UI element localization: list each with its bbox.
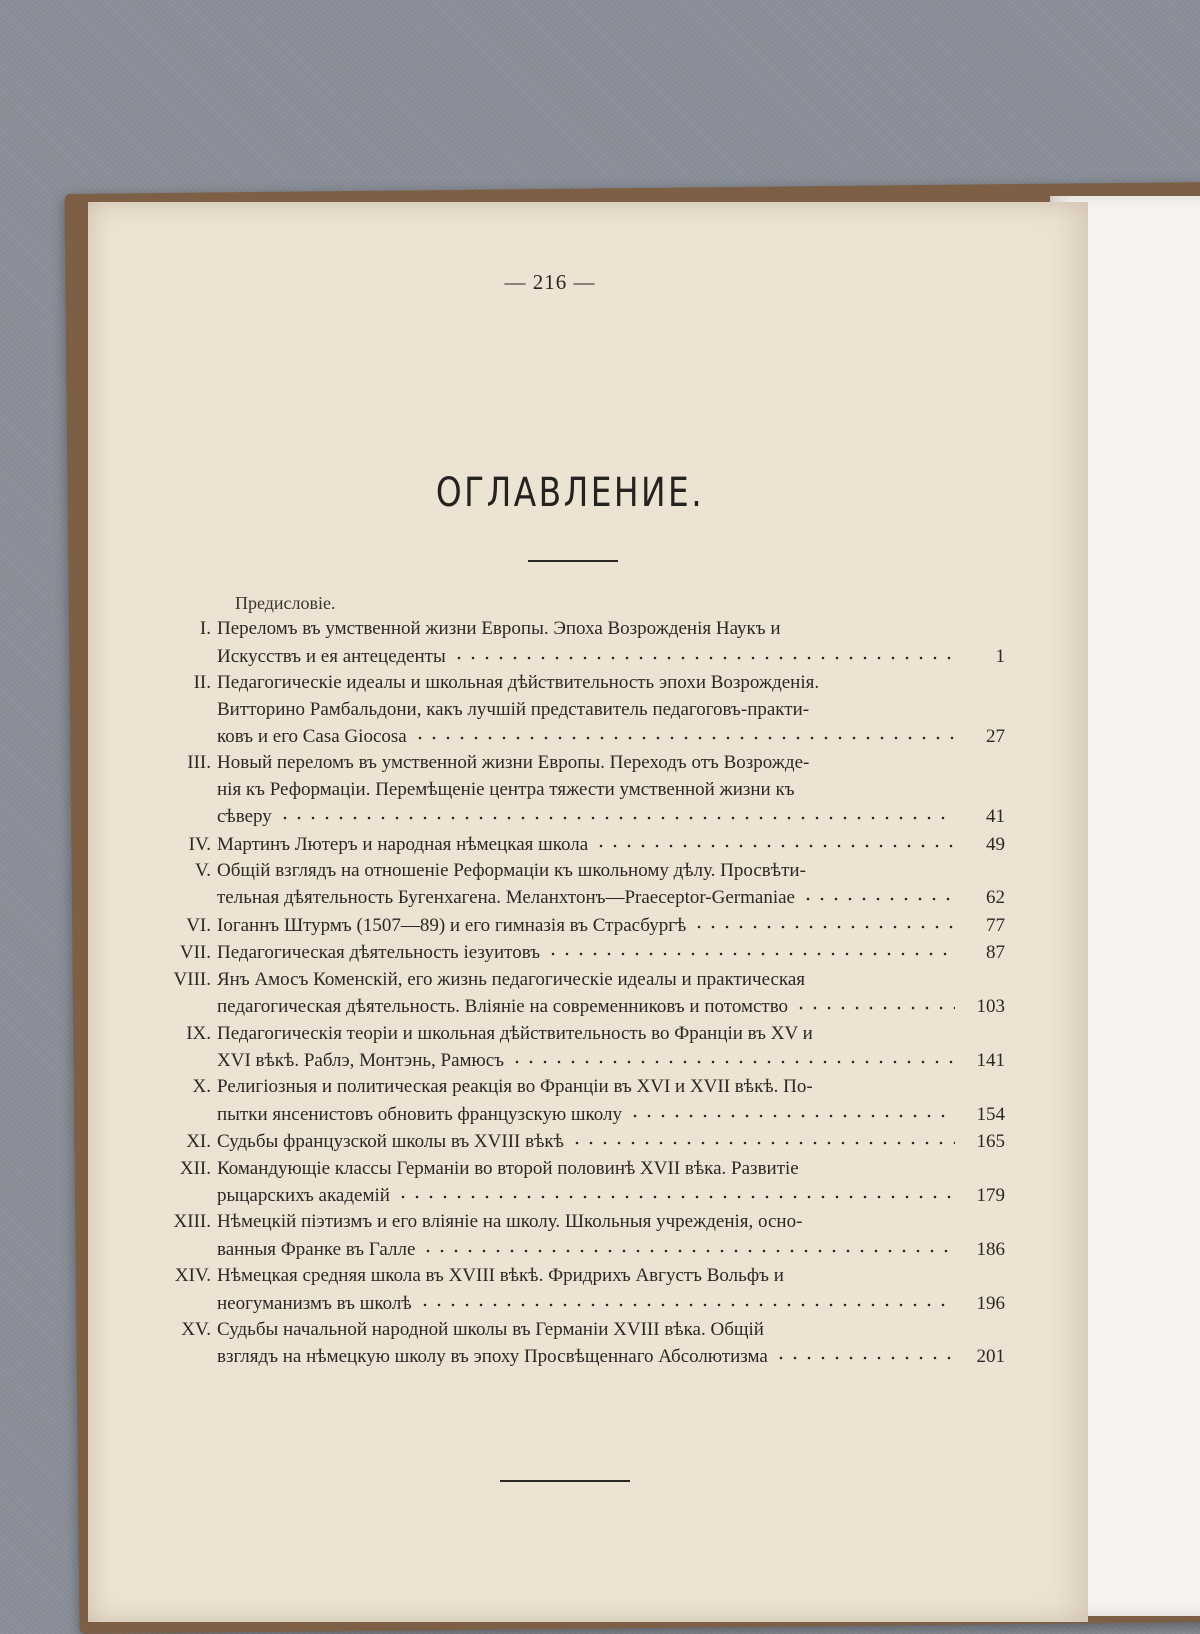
title-divider (528, 560, 618, 562)
toc-entry-number: XIII. (173, 1211, 211, 1233)
toc-entry-text: ковъ и его Casa Giocosa (217, 726, 407, 748)
toc-entry-text: тельная дѣятельность Бугенхагена. Меланхтонъ—Praeceptor-Germaniae (217, 887, 795, 909)
toc-entry-page: 41 (986, 806, 1005, 828)
dot-leader (628, 1101, 955, 1120)
toc-entry-line (217, 1236, 1005, 1263)
toc-entry (135, 939, 1005, 966)
toc-entry-line: Командующіе классы Германіи во второй половинѣ XVII вѣка. Развитіе (217, 1157, 799, 1179)
bottom-divider (500, 1480, 630, 1482)
toc-entry-page: 27 (986, 726, 1005, 748)
toc-entry-line: Нѣмецкая средняя школа въ XVIII вѣкѣ. Фридрихъ Августъ Вольфъ и (217, 1265, 784, 1287)
toc-entry-line (217, 803, 1005, 830)
toc-entry-text: педагогическая дѣятельность. Вліяніе на современниковъ и потомство (217, 996, 789, 1018)
toc-entry (135, 1317, 1005, 1371)
toc-entry-number: IX. (186, 1022, 211, 1044)
toc-entry (135, 858, 1005, 912)
toc-entry (135, 1074, 1005, 1128)
toc-preface: Предисловіе. (235, 593, 336, 613)
toc-entry-text: XVI вѣкѣ. Раблэ, Монтэнь, Рамюсъ (217, 1049, 505, 1071)
toc-entry-line: Переломъ въ умственной жизни Европы. Эпоха Возрожденія Наукъ и (217, 618, 781, 640)
toc-entry-text: рыцарскихъ академій (217, 1184, 390, 1206)
dot-leader (510, 1047, 955, 1066)
toc-entry-text: взглядъ на нѣмецкую школу въ эпоху Просвѣщеннаго Абсолютизма (217, 1346, 768, 1368)
toc-entry-number: V. (194, 860, 211, 882)
dot-leader (418, 1290, 955, 1309)
toc-entry-number: VII. (179, 942, 211, 964)
toc-entry-body (217, 831, 1005, 858)
dot-leader (774, 1343, 955, 1362)
toc-entry-page: 154 (976, 1103, 1005, 1125)
toc-entry-page: 87 (986, 942, 1005, 964)
dot-leader (278, 803, 955, 822)
toc-entry-text: ванныя Франке въ Галле (217, 1238, 416, 1260)
toc-entry-page: 141 (976, 1049, 1005, 1071)
toc-entry-line (217, 1047, 1005, 1074)
toc-entry-line (217, 1101, 1005, 1128)
toc-entry-text: неогуманизмъ въ школѣ (217, 1292, 412, 1314)
toc-entry-number: XI. (186, 1131, 211, 1153)
toc-entry-line (217, 1343, 1005, 1370)
toc-entry-number: XII. (179, 1157, 211, 1179)
dot-leader (396, 1182, 955, 1201)
toc-entry-page: 49 (986, 833, 1005, 855)
toc-entry-body (217, 967, 1005, 1021)
toc-entry-number: II. (193, 672, 211, 694)
toc-entry (135, 1128, 1005, 1155)
toc-entry-body (217, 670, 1005, 750)
dot-leader (801, 884, 955, 903)
dot-leader (794, 993, 955, 1012)
toc-entry-line (217, 643, 1005, 670)
toc-entry-text: Судьбы французской школы въ XVIII вѣкѣ (217, 1131, 564, 1153)
dot-leader (546, 939, 955, 958)
toc-entry-page: 1 (995, 645, 1005, 667)
toc-entry-number: XV. (181, 1318, 211, 1340)
toc-entry-line: Нѣмецкій піэтизмъ и его вліяніе на школу. Школьныя учрежденія, осно- (217, 1211, 803, 1233)
dot-leader (594, 831, 955, 850)
page-title: ОГЛАВЛЕНИЕ. (435, 470, 705, 516)
dot-leader (692, 912, 955, 931)
toc-entry-line: Педагогическіе идеалы и школьная дѣйствительность эпохи Возрожденія. (217, 672, 820, 694)
toc-entry-number: I. (199, 618, 211, 640)
toc-entry-body (217, 1021, 1005, 1075)
toc-entry-number: XIV. (174, 1265, 211, 1287)
toc-entry-page: 186 (976, 1238, 1005, 1260)
toc-entry-text: Искусствъ и ея антецеденты (217, 645, 446, 667)
toc-entry-line: Общій взглядъ на отношеніе Реформаціи къ школьному дѣлу. Просвѣти- (217, 860, 806, 882)
toc-entry-text: Педагогическая дѣятельность іезуитовъ (217, 942, 541, 964)
toc-entry-line: нія къ Реформаціи. Перемѣщеніе центра тяжести умственной жизни къ (217, 778, 795, 800)
toc-entry-line (217, 831, 1005, 858)
toc-entry (135, 616, 1005, 670)
toc-entry-line: Педагогическія теоріи и школьная дѣйствительность во Франціи въ XV и (217, 1022, 813, 1044)
dot-leader (413, 723, 955, 742)
dot-leader (452, 643, 955, 662)
toc-entry-line: Новый переломъ въ умственной жизни Европы. Переходъ отъ Возрожде- (217, 752, 810, 774)
toc-entry-line (217, 1182, 1005, 1209)
toc-entry-body (217, 912, 1005, 939)
toc-entry-body (217, 750, 1005, 830)
toc-entry-body (217, 1263, 1005, 1317)
toc-entry (135, 670, 1005, 750)
dot-leader (421, 1236, 955, 1255)
toc-entry-line (217, 939, 1005, 966)
toc-entry-body (217, 616, 1005, 670)
toc-entry-page: 179 (976, 1184, 1005, 1206)
toc-entry (135, 831, 1005, 858)
page-number: — 216 — (504, 270, 596, 294)
toc-entry-text: сѣверу (217, 806, 272, 828)
toc-entry-number: VI. (186, 914, 211, 936)
toc-entry-line (217, 884, 1005, 911)
toc-entry-text: Іоганнъ Штурмъ (1507—89) и его гимназія въ Страсбургѣ (217, 914, 687, 936)
toc-entry-page: 165 (976, 1131, 1005, 1153)
toc-entry (135, 967, 1005, 1021)
toc-entry-body (217, 1156, 1005, 1210)
toc-entry-line: Судьбы начальной народной школы въ Германіи XVIII вѣка. Общій (217, 1318, 764, 1340)
toc-entry-page: 201 (976, 1346, 1005, 1368)
toc-entry-text: пытки янсенистовъ обновить французскую школу (217, 1103, 623, 1125)
toc-entry-page: 196 (976, 1292, 1005, 1314)
toc-entry-page: 103 (976, 996, 1005, 1018)
toc-entry-page: 77 (986, 914, 1005, 936)
toc-entry (135, 1156, 1005, 1210)
toc-entry-body (217, 1074, 1005, 1128)
toc-entry-page: 62 (986, 887, 1005, 909)
table-of-contents (135, 590, 1005, 1371)
dot-leader (570, 1128, 955, 1147)
toc-entry-line: Религіозныя и политическая реакція во Франціи въ XVI и XVII вѣкѣ. По- (217, 1076, 813, 1098)
toc-entry-number: III. (187, 752, 211, 774)
toc-entry (135, 1021, 1005, 1075)
toc-entry-number: IV. (188, 833, 211, 855)
toc-entry (135, 1263, 1005, 1317)
toc-entry-number: X. (192, 1076, 211, 1098)
toc-entry-line: Янъ Амосъ Коменскій, его жизнь педагогическіе идеалы и практическая (217, 968, 806, 990)
toc-entry-line (217, 1128, 1005, 1155)
toc-entry (135, 1209, 1005, 1263)
toc-entry-body (217, 1128, 1005, 1155)
toc-entry (135, 912, 1005, 939)
toc-entry-body (217, 1317, 1005, 1371)
toc-entry-text: Мартинъ Лютеръ и народная нѣмецкая школа (217, 833, 589, 855)
toc-entry-line: Витторино Рамбальдони, какъ лучшій представитель педагоговъ-практи- (217, 698, 810, 720)
toc-entry-number: VIII. (173, 968, 211, 990)
toc-entry-line (217, 1290, 1005, 1317)
toc-entry-line (217, 723, 1005, 750)
toc-entry-body (217, 939, 1005, 966)
toc-entry-body (217, 858, 1005, 912)
toc-entry-body (217, 1209, 1005, 1263)
toc-entry-line (217, 993, 1005, 1020)
toc-entry (135, 750, 1005, 830)
toc-entry-line (217, 912, 1005, 939)
